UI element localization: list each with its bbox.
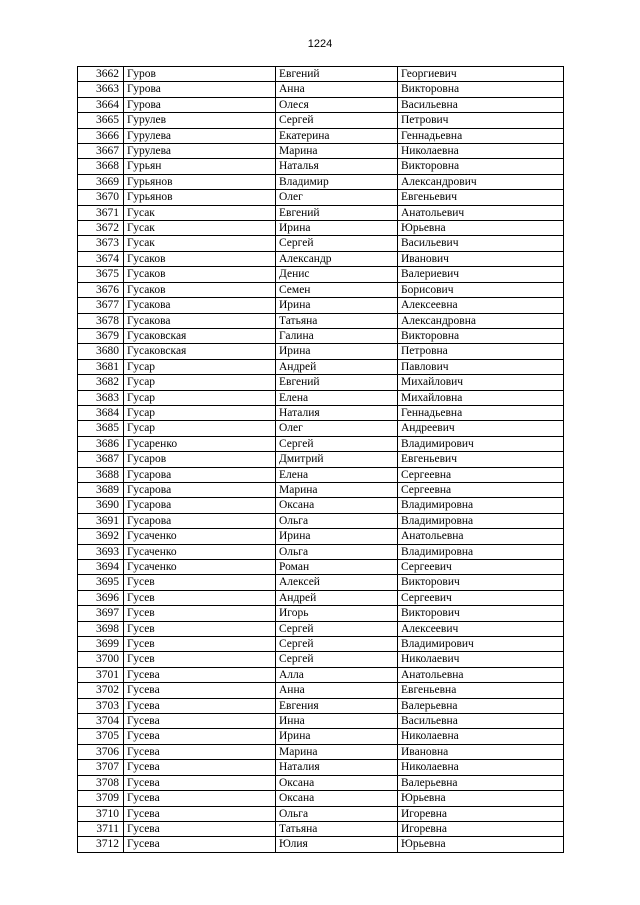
row-number-cell: 3712 [78,837,124,852]
first-name-cell: Алексей [276,575,398,590]
first-name-cell: Алла [276,667,398,682]
table-row [78,313,564,328]
patronymic-cell: Михайлович [398,375,564,390]
patronymic-cell: Викторович [398,575,564,590]
first-name-cell: Роман [276,560,398,575]
patronymic-cell: Анатольевич [398,205,564,220]
last-name-cell: Гусева [124,698,276,713]
last-name-cell: Гусев [124,621,276,636]
first-name-cell: Наталья [276,159,398,174]
patronymic-cell: Николаевна [398,144,564,159]
last-name-cell: Гусева [124,821,276,836]
patronymic-cell: Николаевна [398,760,564,775]
table-row [78,560,564,575]
last-name-cell: Гурьян [124,159,276,174]
last-name-cell: Гусева [124,744,276,759]
patronymic-cell: Владимировна [398,498,564,513]
table-row [78,221,564,236]
patronymic-cell: Владимировна [398,544,564,559]
last-name-cell: Гусев [124,575,276,590]
patronymic-cell: Николаевна [398,729,564,744]
last-name-cell: Гусаков [124,251,276,266]
row-number-cell: 3697 [78,606,124,621]
last-name-cell: Гурова [124,97,276,112]
row-number-cell: 3698 [78,621,124,636]
row-number-cell: 3677 [78,298,124,313]
row-number-cell: 3694 [78,560,124,575]
table-row [78,744,564,759]
first-name-cell: Сергей [276,621,398,636]
first-name-cell: Ольга [276,806,398,821]
first-name-cell: Оксана [276,791,398,806]
table-row [78,190,564,205]
patronymic-cell: Георгиевич [398,67,564,82]
patronymic-cell: Валерьевна [398,775,564,790]
patronymic-cell: Александровна [398,313,564,328]
row-number-cell: 3680 [78,344,124,359]
last-name-cell: Гусар [124,421,276,436]
last-name-cell: Гусаковская [124,328,276,343]
patronymic-cell: Валериевич [398,267,564,282]
last-name-cell: Гусар [124,359,276,374]
patronymic-cell: Александрович [398,174,564,189]
row-number-cell: 3704 [78,714,124,729]
first-name-cell: Инна [276,714,398,729]
first-name-cell: Елена [276,390,398,405]
row-number-cell: 3667 [78,144,124,159]
row-number-cell: 3674 [78,251,124,266]
first-name-cell: Елена [276,467,398,482]
row-number-cell: 3702 [78,683,124,698]
row-number-cell: 3706 [78,744,124,759]
first-name-cell: Марина [276,144,398,159]
patronymic-cell: Николаевич [398,652,564,667]
table-row [78,375,564,390]
table-row [78,67,564,82]
first-name-cell: Семен [276,282,398,297]
row-number-cell: 3670 [78,190,124,205]
first-name-cell: Юлия [276,837,398,852]
table-row [78,267,564,282]
table-row [78,590,564,605]
table-row [78,529,564,544]
first-name-cell: Евгения [276,698,398,713]
table-row [78,128,564,143]
last-name-cell: Гусев [124,590,276,605]
patronymic-cell: Ивановна [398,744,564,759]
first-name-cell: Сергей [276,637,398,652]
last-name-cell: Гусаченко [124,544,276,559]
row-number-cell: 3709 [78,791,124,806]
last-name-cell: Гусарова [124,513,276,528]
last-name-cell: Гурьянов [124,190,276,205]
patronymic-cell: Юрьевна [398,791,564,806]
first-name-cell: Марина [276,482,398,497]
row-number-cell: 3693 [78,544,124,559]
last-name-cell: Гусаков [124,282,276,297]
table-row [78,344,564,359]
patronymic-cell: Сергеевна [398,482,564,497]
row-number-cell: 3710 [78,806,124,821]
table-row [78,251,564,266]
roster-table-body [78,67,564,853]
first-name-cell: Наталия [276,405,398,420]
patronymic-cell: Викторовна [398,82,564,97]
patronymic-cell: Алексеевна [398,298,564,313]
patronymic-cell: Викторовна [398,328,564,343]
first-name-cell: Сергей [276,113,398,128]
table-row [78,390,564,405]
last-name-cell: Гусева [124,775,276,790]
table-row [78,144,564,159]
table-row [78,652,564,667]
row-number-cell: 3687 [78,452,124,467]
row-number-cell: 3708 [78,775,124,790]
last-name-cell: Гусева [124,837,276,852]
last-name-cell: Гусарова [124,467,276,482]
table-row [78,205,564,220]
first-name-cell: Ирина [276,344,398,359]
table-row [78,621,564,636]
last-name-cell: Гусева [124,729,276,744]
row-number-cell: 3675 [78,267,124,282]
last-name-cell: Гуров [124,67,276,82]
patronymic-cell: Юрьевна [398,221,564,236]
table-row [78,113,564,128]
patronymic-cell: Владимирович [398,637,564,652]
patronymic-cell: Евгеньевич [398,190,564,205]
last-name-cell: Гурулева [124,144,276,159]
first-name-cell: Александр [276,251,398,266]
first-name-cell: Ольга [276,513,398,528]
last-name-cell: Гусарова [124,482,276,497]
table-row [78,298,564,313]
table-row [78,714,564,729]
table-row [78,821,564,836]
last-name-cell: Гусева [124,683,276,698]
table-row [78,421,564,436]
patronymic-cell: Васильевна [398,714,564,729]
first-name-cell: Андрей [276,590,398,605]
patronymic-cell: Валерьевна [398,698,564,713]
first-name-cell: Ирина [276,221,398,236]
last-name-cell: Гусева [124,760,276,775]
patronymic-cell: Анатольевна [398,667,564,682]
first-name-cell: Анна [276,683,398,698]
row-number-cell: 3691 [78,513,124,528]
first-name-cell: Владимир [276,174,398,189]
table-row [78,328,564,343]
table-row [78,467,564,482]
table-row [78,498,564,513]
first-name-cell: Сергей [276,652,398,667]
first-name-cell: Олег [276,190,398,205]
row-number-cell: 3689 [78,482,124,497]
patronymic-cell: Борисович [398,282,564,297]
last-name-cell: Гурулева [124,128,276,143]
patronymic-cell: Владимировна [398,513,564,528]
patronymic-cell: Викторовна [398,159,564,174]
row-number-cell: 3701 [78,667,124,682]
first-name-cell: Татьяна [276,313,398,328]
patronymic-cell: Евгеньевна [398,683,564,698]
table-row [78,575,564,590]
row-number-cell: 3696 [78,590,124,605]
row-number-cell: 3671 [78,205,124,220]
first-name-cell: Анна [276,82,398,97]
first-name-cell: Оксана [276,498,398,513]
row-number-cell: 3692 [78,529,124,544]
patronymic-cell: Васильевна [398,97,564,112]
last-name-cell: Гусак [124,205,276,220]
first-name-cell: Ирина [276,529,398,544]
table-row [78,806,564,821]
last-name-cell: Гусар [124,375,276,390]
row-number-cell: 3699 [78,637,124,652]
patronymic-cell: Игоревна [398,806,564,821]
first-name-cell: Евгений [276,375,398,390]
table-row [78,791,564,806]
table-row [78,97,564,112]
last-name-cell: Гусаченко [124,529,276,544]
row-number-cell: 3673 [78,236,124,251]
last-name-cell: Гусаковская [124,344,276,359]
row-number-cell: 3678 [78,313,124,328]
last-name-cell: Гусаров [124,452,276,467]
table-row [78,159,564,174]
patronymic-cell: Михайловна [398,390,564,405]
patronymic-cell: Владимирович [398,436,564,451]
first-name-cell: Галина [276,328,398,343]
first-name-cell: Наталия [276,760,398,775]
patronymic-cell: Петровна [398,344,564,359]
table-row [78,637,564,652]
last-name-cell: Гусаков [124,267,276,282]
patronymic-cell: Павлович [398,359,564,374]
patronymic-cell: Васильевич [398,236,564,251]
patronymic-cell: Иванович [398,251,564,266]
last-name-cell: Гусакова [124,298,276,313]
table-row [78,482,564,497]
patronymic-cell: Юрьевна [398,837,564,852]
row-number-cell: 3695 [78,575,124,590]
row-number-cell: 3663 [78,82,124,97]
row-number-cell: 3685 [78,421,124,436]
first-name-cell: Олеся [276,97,398,112]
row-number-cell: 3676 [78,282,124,297]
row-number-cell: 3662 [78,67,124,82]
row-number-cell: 3669 [78,174,124,189]
row-number-cell: 3683 [78,390,124,405]
row-number-cell: 3688 [78,467,124,482]
last-name-cell: Гусак [124,221,276,236]
first-name-cell: Ольга [276,544,398,559]
last-name-cell: Гусева [124,714,276,729]
table-row [78,544,564,559]
last-name-cell: Гусева [124,791,276,806]
table-row [78,174,564,189]
row-number-cell: 3711 [78,821,124,836]
first-name-cell: Денис [276,267,398,282]
patronymic-cell: Евгеньевич [398,452,564,467]
first-name-cell: Сергей [276,236,398,251]
first-name-cell: Андрей [276,359,398,374]
last-name-cell: Гурова [124,82,276,97]
last-name-cell: Гурьянов [124,174,276,189]
first-name-cell: Оксана [276,775,398,790]
last-name-cell: Гусакова [124,313,276,328]
first-name-cell: Екатерина [276,128,398,143]
table-row [78,698,564,713]
row-number-cell: 3666 [78,128,124,143]
patronymic-cell: Сергеевич [398,560,564,575]
table-row [78,606,564,621]
first-name-cell: Татьяна [276,821,398,836]
patronymic-cell: Алексеевич [398,621,564,636]
table-row [78,82,564,97]
row-number-cell: 3682 [78,375,124,390]
last-name-cell: Гусева [124,667,276,682]
patronymic-cell: Петрович [398,113,564,128]
row-number-cell: 3681 [78,359,124,374]
first-name-cell: Евгений [276,67,398,82]
last-name-cell: Гусев [124,637,276,652]
last-name-cell: Гусак [124,236,276,251]
patronymic-cell: Сергеевна [398,467,564,482]
page-number: 1224 [307,38,333,50]
table-row [78,775,564,790]
table-row [78,683,564,698]
patronymic-cell: Анатольевна [398,529,564,544]
first-name-cell: Евгений [276,205,398,220]
table-row [78,667,564,682]
row-number-cell: 3703 [78,698,124,713]
last-name-cell: Гусар [124,390,276,405]
last-name-cell: Гусаченко [124,560,276,575]
table-row [78,236,564,251]
roster-table [77,66,564,853]
row-number-cell: 3705 [78,729,124,744]
row-number-cell: 3707 [78,760,124,775]
row-number-cell: 3686 [78,436,124,451]
row-number-cell: 3684 [78,405,124,420]
row-number-cell: 3665 [78,113,124,128]
first-name-cell: Сергей [276,436,398,451]
first-name-cell: Олег [276,421,398,436]
table-row [78,405,564,420]
first-name-cell: Игорь [276,606,398,621]
table-row [78,760,564,775]
table-row [78,729,564,744]
patronymic-cell: Андреевич [398,421,564,436]
table-row [78,359,564,374]
last-name-cell: Гусев [124,606,276,621]
last-name-cell: Гурулев [124,113,276,128]
first-name-cell: Дмитрий [276,452,398,467]
first-name-cell: Ирина [276,298,398,313]
row-number-cell: 3690 [78,498,124,513]
last-name-cell: Гусарова [124,498,276,513]
table-row [78,282,564,297]
table-row [78,452,564,467]
first-name-cell: Марина [276,744,398,759]
last-name-cell: Гусева [124,806,276,821]
table-row [78,513,564,528]
row-number-cell: 3700 [78,652,124,667]
table-row [78,837,564,852]
row-number-cell: 3679 [78,328,124,343]
last-name-cell: Гусар [124,405,276,420]
patronymic-cell: Сергеевич [398,590,564,605]
last-name-cell: Гусев [124,652,276,667]
row-number-cell: 3668 [78,159,124,174]
row-number-cell: 3672 [78,221,124,236]
last-name-cell: Гусаренко [124,436,276,451]
patronymic-cell: Викторович [398,606,564,621]
patronymic-cell: Игоревна [398,821,564,836]
first-name-cell: Ирина [276,729,398,744]
table-row [78,436,564,451]
patronymic-cell: Геннадьевна [398,405,564,420]
row-number-cell: 3664 [78,97,124,112]
patronymic-cell: Геннадьевна [398,128,564,143]
